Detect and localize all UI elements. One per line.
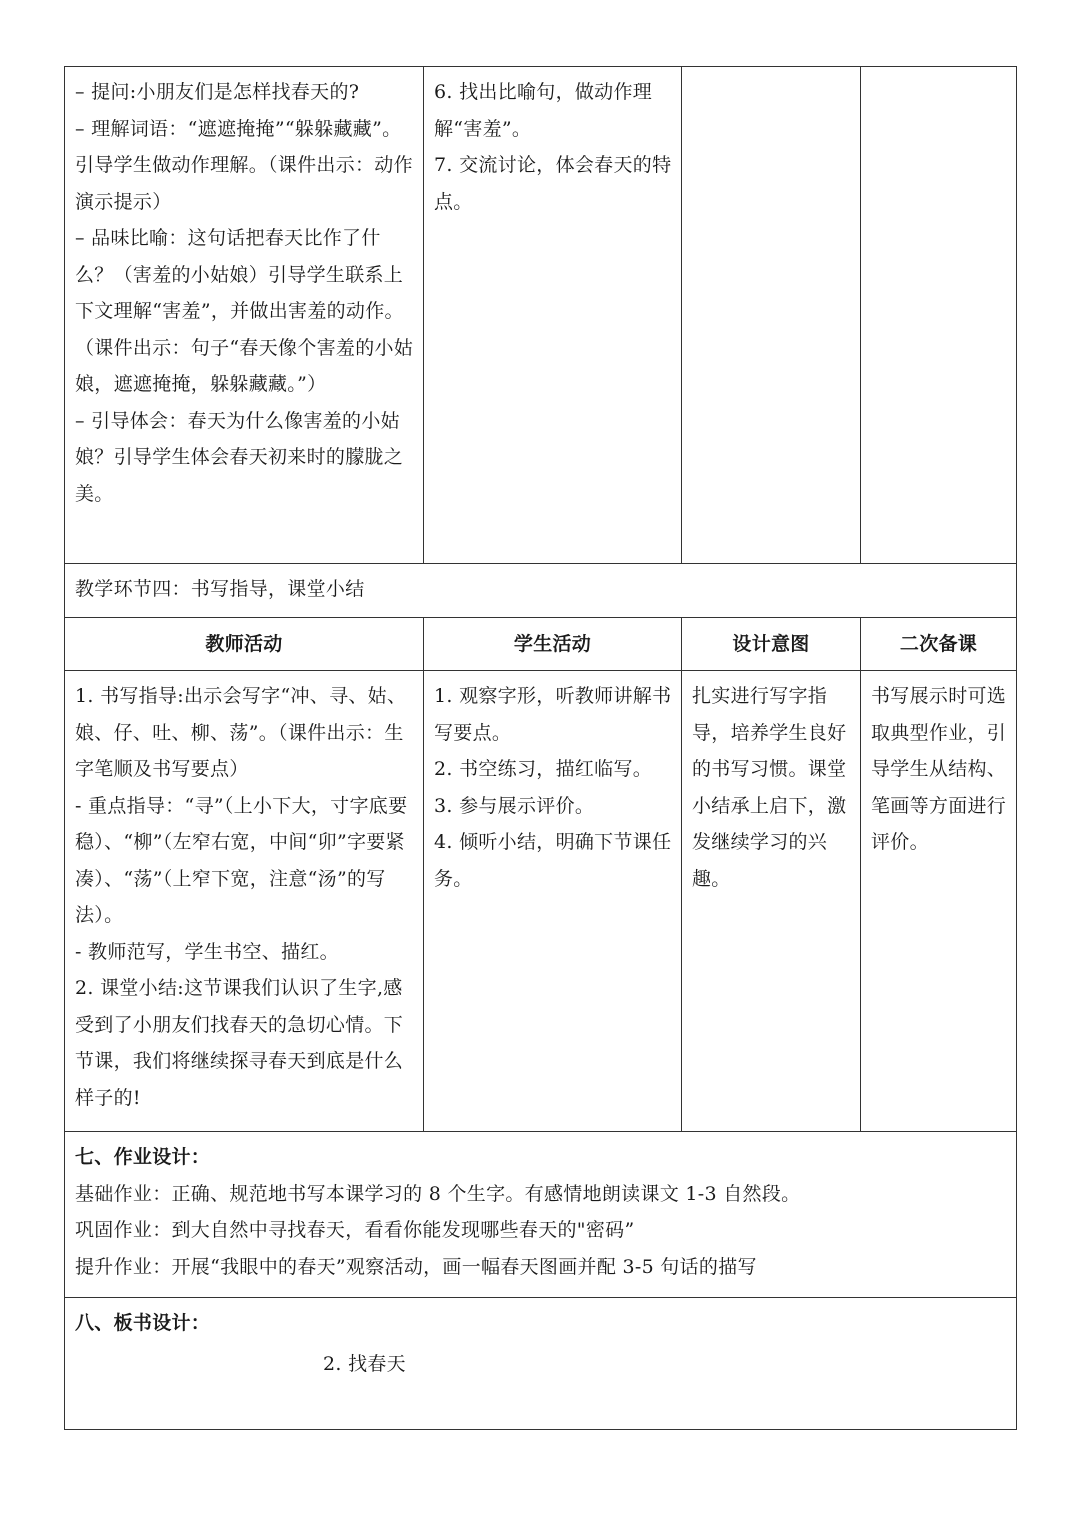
teacher-line: – 提问:小朋友们是怎样找春天的? (75, 81, 360, 103)
homework-cell (65, 1132, 1017, 1298)
teacher-line: – 品味比喻：这句话把春天比作了什么？（害羞的小姑娘）引导学生联系上下文理解“害羞”，并做出害羞的动作。（课件出示：句子“春天像个害羞的小姑娘，遮遮掩掩，躲躲藏藏。”） (75, 227, 414, 395)
lesson-plan-table (64, 66, 1017, 1430)
student-line: 1. 观察字形，听教师讲解书写要点。 (434, 685, 672, 744)
header-intent: 设计意图 (682, 618, 861, 671)
teacher-line: 1. 书写指导:出示会写字“冲、寻、姑、娘、仔、吐、柳、荡”。（课件出示：生字笔顺及书写要点） (75, 685, 407, 780)
teacher-line: - 重点指导：“寻”（上小下大，寸字底要稳）、“柳”（左窄右宽，中间“卯”字要紧凑）、“荡”（上窄下宽，注意“汤”的写法）。 (75, 794, 408, 926)
homework-advance: 提升作业：开展“我眼中的春天”观察活动，画一幅春天图画并配 3-5 句话的描写 (75, 1255, 757, 1278)
second-prep-cell (861, 67, 1017, 564)
teacher-activity-cell (65, 67, 424, 564)
student-activity-cell (424, 671, 682, 1132)
homework-row (65, 1132, 1017, 1298)
activity-row-continued (65, 67, 1017, 564)
teacher-line: – 理解词语：“遮遮掩掩”“躲躲藏藏”。引导学生做动作理解。（课件出示：动作演示提示） (75, 117, 413, 213)
homework-consolidate: 巩固作业：到大自然中寻找春天，看看你能发现哪些春天的"密码” (75, 1219, 635, 1241)
teacher-line: 2. 课堂小结:这节课我们认识了生字,感受到了小朋友们找春天的急切心情。下节课，我们将继续探寻春天到底是什么样子的! (75, 977, 404, 1109)
board-item: 2. 找春天 (323, 1352, 406, 1375)
header-row (65, 618, 1017, 671)
board-title: 八、板书设计： (75, 1312, 211, 1334)
design-intent-cell (682, 67, 861, 564)
header-teacher: 教师活动 (65, 618, 424, 671)
teacher-activity-cell (65, 671, 424, 1132)
section-row (65, 564, 1017, 618)
student-activity-cell (424, 67, 682, 564)
board-row (65, 1298, 1017, 1430)
student-line: 7. 交流讨论，体会春天的特点。 (434, 154, 672, 213)
student-line: 6. 找出比喻句，做动作理解“害羞”。 (434, 81, 653, 140)
teacher-line: - 教师范写，学生书空、描红。 (75, 940, 339, 963)
homework-basic: 基础作业：正确、规范地书写本课学习的 8 个生字。有感情地朗读课文 1-3 自然段。 (75, 1182, 801, 1205)
header-student: 学生活动 (424, 618, 682, 671)
design-intent-cell: 扎实进行写字指导，培养学生良好的书写习惯。课堂小结承上启下，激发继续学习的兴趣。 (682, 671, 861, 1132)
student-line: 3. 参与展示评价。 (434, 794, 595, 817)
section-title: 教学环节四：书写指导，课堂小结 (65, 564, 1017, 618)
teacher-line: – 引导体会：春天为什么像害羞的小姑娘？引导学生体会春天初来时的朦胧之美。 (75, 409, 404, 505)
board-cell (65, 1298, 1017, 1430)
student-line: 4. 倾听小结，明确下节课任务。 (434, 831, 672, 890)
activity-row (65, 671, 1017, 1132)
homework-title: 七、作业设计： (75, 1146, 211, 1168)
header-second: 二次备课 (861, 618, 1017, 671)
student-line: 2. 书空练习，描红临写。 (434, 758, 653, 780)
second-prep-cell: 书写展示时可选取典型作业，引导学生从结构、笔画等方面进行评价。 (861, 671, 1017, 1132)
